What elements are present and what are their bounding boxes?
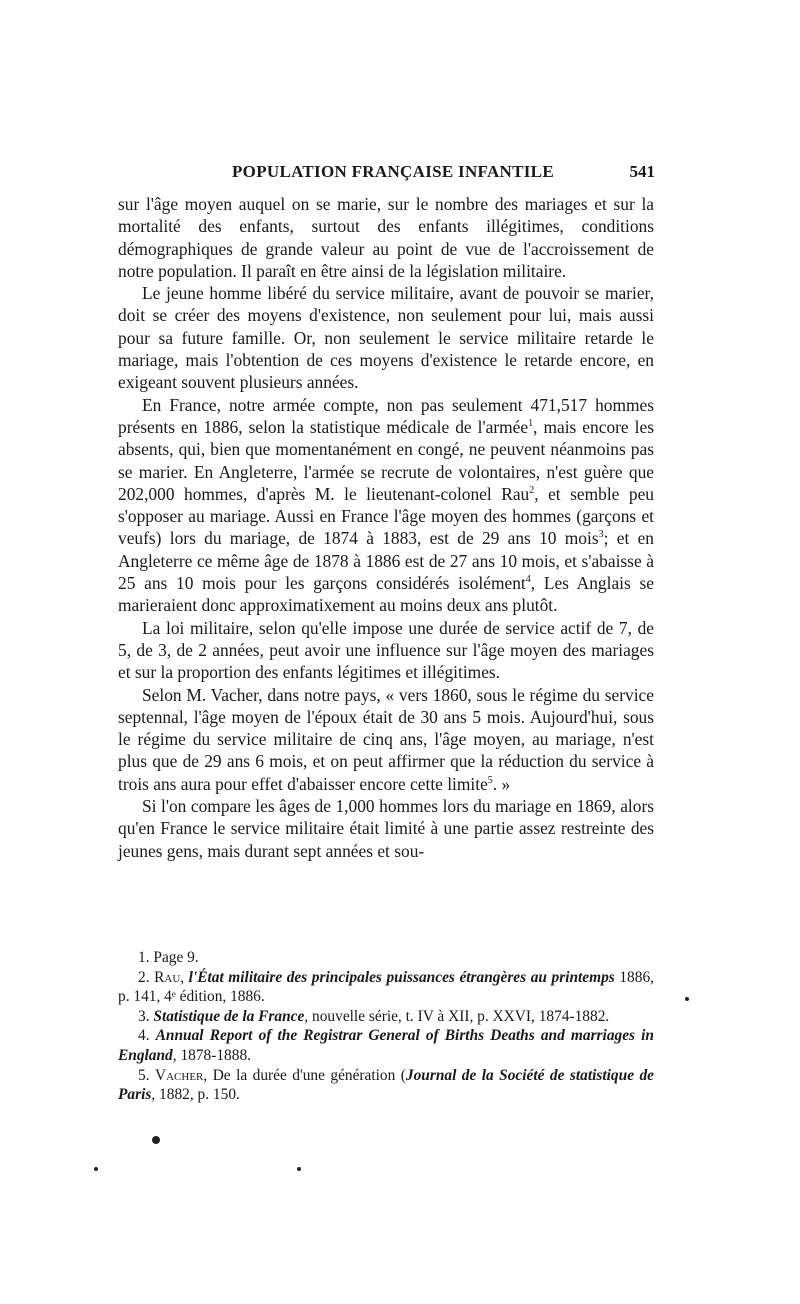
footnote-2: 2. Rau, l'État militaire des principales puissances étrangères au printemps 1886, p. 141, 4ᵉ édition, 1886.: [118, 968, 654, 1006]
paragraph-3: [118, 394, 654, 617]
paragraph-4: La loi militaire, selon qu'elle impose une durée de service actif de 7, de 5, de 3, de 2 années, peut avoir une influence sur l'âge moyen des mariages et sur la proportion des enfants légitimes et illégitimes.: [118, 617, 654, 683]
text-run: . »: [492, 773, 511, 794]
footnote-title: Annual Report of the Registrar General of Births Deaths and marriages in England: [118, 1027, 654, 1064]
paragraph-2: Le jeune homme libéré du service militaire, avant de pouvoir se marier, doit se créer des moyens d'existence, non seulement pour lui, mais aussi pour sa future famille. Or, non seulement le service militaire retarde le mariage, mais l'obtention de ces moyens d'existence le retarde encore, en exigeant souvent plusieurs années.: [118, 283, 654, 393]
footnote-text: , De la durée d'une génération (: [203, 1066, 406, 1084]
running-title: POPULATION FRANÇAISE INFANTILE: [232, 162, 554, 181]
footnote-title: Journal de la Société de statistique de Paris: [118, 1066, 654, 1104]
paragraph-6: Si l'on compare les âges de 1,000 hommes lors du mariage en 1869, alors qu'en France le service militaire était limité à une partie assez restreinte des jeunes gens, mais durant sept années et sou-: [118, 796, 654, 861]
footnote-number: 3.: [138, 1007, 150, 1025]
body-text: [118, 193, 654, 862]
footnote-3: [118, 1007, 654, 1027]
footnote-ref: 5: [487, 774, 493, 786]
text-run: ; et en Angleterre ce même âge de 1878 à 1886 est de 27 ans 10 mois, et s'abaisse à 25 ans 10 mois pour les garçons considérés isolément: [118, 528, 654, 594]
ink-speck: [94, 1167, 98, 1171]
footnote-author: Rau: [154, 968, 181, 986]
footnote-number: 4.: [138, 1027, 150, 1045]
footnote-text: Page 9.: [153, 949, 199, 966]
footnote-ref: 3: [598, 529, 604, 541]
paragraph-1: sur l'âge moyen auquel on se marie, sur le nombre des mariages et sur la mortalité des enfants, surtout des enfants illégitimes, conditions démographiques de grande valeur au point de vue de l'accroissement de notre population. Il paraît en être ainsi de la législation militaire.: [118, 194, 654, 281]
text-run: Selon M. Vacher, dans notre pays, « vers 1860, sous le régime du service septennal, l'âge moyen de l'époux était de 30 ans 5 mois. Aujourd'hui, sous le régime du service militaire de cinq ans, l'âge moyen, au mariage, n'est plus que de 29 ans 6 mois, et on peut affirmer que la réduction du service à trois ans aura pour effet d'abaisser encore cette limite: [118, 684, 654, 794]
footnote-text: , nouvelle série, t. IV à XII, p. XXVI, 1874-1882.: [304, 1007, 610, 1025]
footnote-text: , 1878-1888.: [172, 1046, 251, 1064]
text-run: , mais encore les absents, qui, bien que momentanément en congé, ne peuvent néanmoins pas se marier. En Angleterre, l'armée se recrute de volontaires, n'est guère que 202,000 hommes, d'après M. le lieutenant-colonel Rau: [118, 416, 654, 504]
running-head: [120, 162, 655, 188]
footnotes: [118, 948, 654, 1105]
footnote-ref: 4: [525, 574, 531, 586]
footnote-author: Vacher: [155, 1066, 204, 1084]
paragraph-5: [118, 684, 654, 795]
text-run: , Les Anglais se marieraient donc approximatixement au moins deux ans plutôt.: [118, 573, 654, 616]
page-number: 541: [629, 162, 655, 181]
footnote-ref: 1: [528, 418, 534, 430]
footnote-5: [118, 1066, 654, 1105]
footnote-number: 2.: [138, 968, 150, 986]
footnote-title: l'État militaire des principales puissances étrangères au printemps: [188, 968, 615, 986]
footnote-ref: 2: [529, 485, 535, 497]
footnote-text: 1886, p. 141, 4ᵉ édition, 1886.: [118, 968, 654, 1006]
text-run: En France, notre armée compte, non pas seulement 471,517 hommes présents en 1886, selon la statistique médicale de l'armée: [118, 394, 654, 437]
ink-speck: [297, 1167, 301, 1171]
ink-speck: [152, 1136, 160, 1144]
text-run: , et semble peu s'opposer au mariage. Aussi en France l'âge moyen des hommes (garçons et veufs) lors du mariage, de 1874 à 1883, est de 29 ans 10 mois: [118, 483, 654, 549]
footnote-4: [118, 1026, 654, 1065]
footnote-number: 5.: [138, 1066, 150, 1084]
ink-speck: [685, 997, 689, 1001]
footnote-1: [118, 948, 654, 968]
footnote-text: , 1882, p. 150.: [151, 1086, 240, 1104]
footnote-number: 1.: [138, 949, 150, 966]
footnote-title: Statistique de la France: [153, 1007, 305, 1025]
